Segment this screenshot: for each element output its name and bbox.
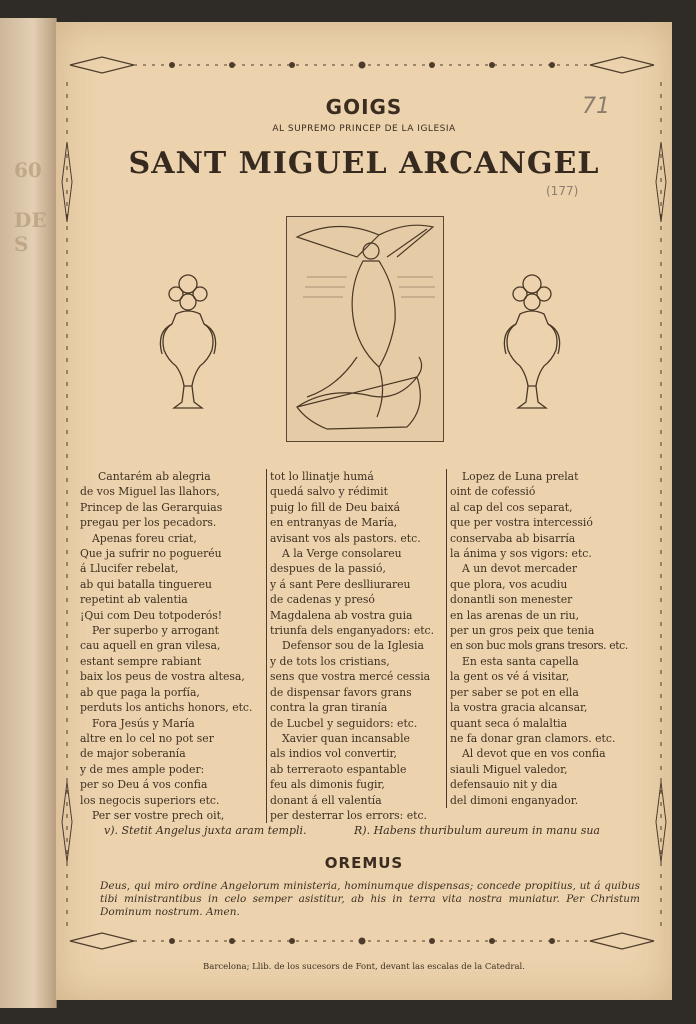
verse-line: al cap del cos separat, — [450, 500, 573, 514]
verse-line: avisant vos als pastors. etc. — [270, 531, 421, 545]
verse-line: Princep de las Gerarquias — [80, 500, 223, 514]
verse-line: repetint ab valentia — [80, 593, 188, 607]
verse-line: per un gros peix que tenia — [450, 624, 595, 638]
verse-line: la vostra gracia alcansar, — [450, 701, 588, 715]
ornamental-border-right — [654, 82, 668, 932]
verse-line: donantli son menester — [450, 593, 573, 607]
verse-line: de cadenas y presó — [270, 593, 375, 607]
verse-line: de vos Miguel las llahors, — [80, 485, 220, 499]
verse-line: que per vostra intercessió — [450, 516, 593, 530]
flower-vase-left — [148, 262, 228, 422]
verse-line: ¡Qui com Deu totpoderós! — [80, 608, 223, 622]
verse-line: altre en lo cel no pot ser — [80, 731, 214, 745]
dedication-subtitle: AL SUPREMO PRINCEP DE LA IGLESIA — [272, 124, 456, 134]
verse-line: quedá salvo y rédimit — [270, 485, 388, 499]
verse-line: per desterrar los errors: etc. — [270, 808, 427, 822]
verse-line: tot lo llinatje humá — [270, 470, 374, 483]
oremus-heading: OREMUS — [324, 854, 404, 872]
flower-vase-right — [492, 262, 572, 422]
verse-line: per saber se pot en ella — [450, 685, 579, 699]
verse-line: Cantarém ab alegria — [98, 470, 211, 483]
verse-line: en las arenas de un riu, — [450, 608, 580, 622]
verse-line: en entranyas de María, — [270, 516, 398, 530]
verse-line: quant seca ó malaltia — [450, 716, 568, 730]
verse-line: defensauio nit y dia — [450, 778, 558, 792]
verse-line: Per superbo y arrogant — [92, 624, 219, 638]
verse-line: en son buc mols grans tresors. etc. — [450, 639, 628, 653]
bleed-through-mark: DE S — [14, 208, 47, 256]
verse-line: A un devot mercader — [462, 562, 577, 576]
verse-line: Al devot que en vos confia — [462, 747, 606, 761]
verse-line: la ánima y sos vigors: etc. — [450, 547, 592, 561]
verse-line: Defensor sou de la Iglesia — [282, 639, 424, 653]
verse-line: los negocis superiors etc. — [80, 793, 220, 807]
verse-line: de major soberanía — [80, 747, 186, 761]
page-title: SANT MIGUEL ARCANGEL — [128, 146, 600, 181]
bleed-through-mark: 60 — [14, 158, 42, 182]
verse-line: ab que paga la porfía, — [80, 685, 200, 699]
verse-line: feu als dimonis fugir, — [270, 778, 385, 792]
verse-line: oint de cofessió — [450, 485, 536, 499]
verse-line: Xavier quan incansable — [282, 731, 410, 745]
goigs-heading: GOIGS — [325, 95, 403, 119]
verse-line: perduts los antichs honors, etc. — [80, 701, 253, 715]
verse-line: donant á ell valentía — [270, 793, 382, 807]
verse-line: Apenas foreu criat, — [92, 531, 197, 545]
verse-line: de dispensar favors grans — [270, 685, 412, 699]
verse-line: la gent os vé á visitar, — [450, 670, 570, 684]
verse-line: estant sempre rabiant — [80, 654, 202, 668]
ornamental-border-bottom — [62, 928, 662, 954]
verse-line: á Llucifer rebelat, — [80, 562, 179, 576]
verse-line: triunfa dels enganyadors: etc. — [270, 624, 435, 638]
verse-line: conservaba ab bisarría — [450, 531, 576, 545]
verse-line: ab terreraoto espantable — [270, 762, 407, 776]
verse-line: En esta santa capella — [462, 654, 579, 668]
verse-line: baix los peus de vostra altesa, — [80, 670, 245, 684]
verse-line: A la Verge consolareu — [282, 547, 402, 561]
verse-line: ab qui batalla tinguereu — [80, 577, 212, 591]
verse-line: Per ser vostre prech oit, — [92, 808, 225, 822]
verse-line: ne fa donar gran clamors. etc. — [450, 731, 616, 745]
verse-line: Que ja sufrir no pogueréu — [80, 547, 222, 561]
verse-line: Lopez de Luna prelat — [462, 470, 579, 483]
verse-line: contra la gran tiranía — [270, 701, 388, 715]
facing-page-edge — [0, 18, 57, 1008]
verse-column-1 — [80, 469, 264, 823]
verse-line: siauli Miguel valedor, — [450, 762, 568, 776]
verse-line: y de tots los cristians, — [270, 654, 390, 668]
verse-line: puig lo fill de Deu baixá — [270, 500, 401, 514]
verse-line: que plora, vos acudiu — [450, 577, 568, 591]
ornamental-border-top — [62, 52, 662, 78]
verse-line: Magdalena ab vostra guia — [270, 608, 413, 622]
saint-michael-engraving — [286, 216, 444, 442]
response: R). Habens thuribulum aureum in manu sua — [354, 824, 600, 837]
verse-line: despues de la passió, — [270, 562, 386, 576]
verse-line: als indios vol convertir, — [270, 747, 397, 761]
verse-line: y á sant Pere deslliurareu — [270, 577, 411, 591]
oremus-prayer: Deus, qui miro ordine Angelorum ministeria, hominumque dispensas; concede propitius, ut á quibus tibi ministrantibus in celo semper asistitur, ab his in terra vita nostra muniatur. Per Christum Dominum nostrum. Amen. — [100, 880, 640, 918]
printer-imprint: Barcelona; Llib. de los sucesors de Font, devant las escalas de la Catedral. — [203, 962, 525, 972]
verse-line: per so Deu á vos confia — [80, 778, 208, 792]
verse-line: del dimoni enganyador. — [450, 793, 579, 807]
ornamental-border-left — [60, 82, 74, 932]
handwritten-reference: (177) — [546, 184, 579, 198]
verse-line: de Lucbel y seguidors: etc. — [270, 716, 418, 730]
verse-line: cau aquell en gran vilesa, — [80, 639, 221, 653]
verse-line: y de mes ample poder: — [80, 762, 205, 776]
verse-line: sens que vostra mercé cessia — [270, 670, 431, 684]
verse-column-3 — [446, 469, 650, 808]
versicle: v). Stetit Angelus juxta aram templi. — [104, 824, 307, 837]
goigs-sheet — [56, 22, 672, 1000]
verse-line: Fora Jesús y María — [92, 716, 195, 730]
verse-column-2 — [266, 469, 450, 823]
handwritten-number: 71 — [582, 94, 610, 119]
verse-line: pregau per los pecadors. — [80, 516, 217, 530]
